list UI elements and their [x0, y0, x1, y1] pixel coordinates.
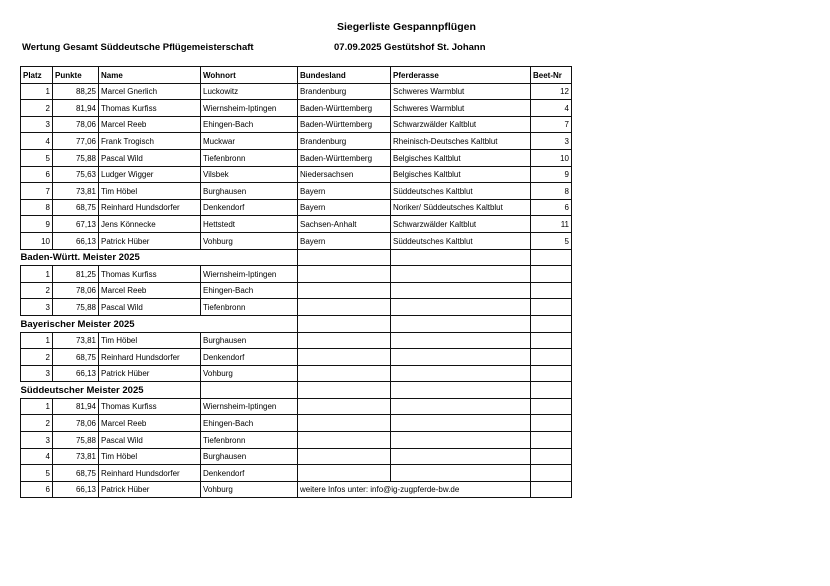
- empty-cell: [531, 398, 572, 415]
- punkte-cell: 67,13: [53, 216, 99, 233]
- date-location: 07.09.2025 Gestütshof St. Johann: [334, 42, 486, 53]
- punkte-cell: 73,81: [53, 332, 99, 349]
- name-cell: Thomas Kurfiss: [99, 398, 201, 415]
- bundesland-cell: Bayern: [298, 199, 391, 216]
- empty-cell: [298, 282, 391, 299]
- empty-cell: [298, 249, 391, 266]
- name-cell: Tim Höbel: [99, 448, 201, 465]
- column-header-bundesland: Bundesland: [298, 67, 391, 84]
- empty-cell: [531, 382, 572, 399]
- bundesland-cell: Niedersachsen: [298, 166, 391, 183]
- empty-cell: [298, 266, 391, 283]
- wohnort-cell: Ehingen-Bach: [201, 415, 298, 432]
- name-cell: Marcel Reeb: [99, 415, 201, 432]
- column-header-beet-nr: Beet-Nr: [531, 67, 572, 84]
- platz-cell: 3: [21, 116, 53, 133]
- section-title: Süddeutscher Meister 2025: [21, 382, 201, 399]
- name-cell: Jens Könnecke: [99, 216, 201, 233]
- wohnort-cell: Muckwar: [201, 133, 298, 150]
- punkte-cell: 66,13: [53, 232, 99, 249]
- bundesland-cell: Bayern: [298, 232, 391, 249]
- pferderasse-cell: Süddeutsches Kaltblut: [391, 232, 531, 249]
- table-row: [21, 415, 572, 432]
- platz-cell: 5: [21, 465, 53, 482]
- table-row: [21, 149, 572, 166]
- wohnort-cell: Wiernsheim-Iptingen: [201, 398, 298, 415]
- table-row: [21, 116, 572, 133]
- empty-cell: [531, 481, 572, 498]
- platz-cell: 4: [21, 448, 53, 465]
- table-row: [21, 166, 572, 183]
- wohnort-cell: Ehingen-Bach: [201, 282, 298, 299]
- wohnort-cell: Tiefenbronn: [201, 149, 298, 166]
- bundesland-cell: Brandenburg: [298, 83, 391, 100]
- punkte-cell: 81,25: [53, 266, 99, 283]
- empty-cell: [531, 448, 572, 465]
- punkte-cell: 75,88: [53, 299, 99, 316]
- empty-cell: [391, 365, 531, 382]
- empty-cell: [298, 382, 391, 399]
- beet-nr-cell: 7: [531, 116, 572, 133]
- document-title: Siegerliste Gespannpflügen: [337, 21, 476, 33]
- empty-cell: [391, 266, 531, 283]
- table-row: [21, 481, 572, 498]
- wohnort-cell: Hettstedt: [201, 216, 298, 233]
- platz-cell: 2: [21, 349, 53, 366]
- empty-cell: [298, 465, 391, 482]
- section-title: Baden-Württ. Meister 2025: [21, 249, 298, 266]
- competition-subtitle: Wertung Gesamt Süddeutsche Pflügemeisterschaft: [22, 42, 254, 53]
- pferderasse-cell: Schwarzwälder Kaltblut: [391, 116, 531, 133]
- name-cell: Patrick Hüber: [99, 232, 201, 249]
- results-table: [20, 66, 572, 498]
- punkte-cell: 81,94: [53, 100, 99, 117]
- name-cell: Reinhard Hundsdorfer: [99, 199, 201, 216]
- bundesland-cell: Baden-Württemberg: [298, 149, 391, 166]
- wohnort-cell: Vohburg: [201, 365, 298, 382]
- empty-cell: [391, 315, 531, 332]
- section-title: Bayerischer Meister 2025: [21, 315, 298, 332]
- wohnort-cell: Denkendorf: [201, 465, 298, 482]
- table-row: [21, 183, 572, 200]
- empty-cell: [531, 299, 572, 316]
- table-row: [21, 133, 572, 150]
- name-cell: Reinhard Hundsdorfer: [99, 465, 201, 482]
- pferderasse-cell: Rheinisch-Deutsches Kaltblut: [391, 133, 531, 150]
- platz-cell: 3: [21, 432, 53, 449]
- punkte-cell: 75,63: [53, 166, 99, 183]
- table-row: [21, 349, 572, 366]
- empty-cell: [298, 432, 391, 449]
- platz-cell: 5: [21, 149, 53, 166]
- pferderasse-cell: Schweres Warmblut: [391, 83, 531, 100]
- punkte-cell: 68,75: [53, 199, 99, 216]
- table-header-row: [21, 67, 572, 84]
- wohnort-cell: Burghausen: [201, 332, 298, 349]
- empty-cell: [391, 415, 531, 432]
- pferderasse-cell: Noriker/ Süddeutsches Kaltblut: [391, 199, 531, 216]
- empty-cell: [298, 398, 391, 415]
- beet-nr-cell: 6: [531, 199, 572, 216]
- wohnort-cell: Tiefenbronn: [201, 299, 298, 316]
- beet-nr-cell: 9: [531, 166, 572, 183]
- name-cell: Thomas Kurfiss: [99, 100, 201, 117]
- table-row: [21, 282, 572, 299]
- wohnort-cell: Burghausen: [201, 183, 298, 200]
- table-row: [21, 266, 572, 283]
- name-cell: Marcel Gnerlich: [99, 83, 201, 100]
- empty-cell: [391, 465, 531, 482]
- wohnort-cell: Denkendorf: [201, 199, 298, 216]
- pferderasse-cell: Schweres Warmblut: [391, 100, 531, 117]
- wohnort-cell: Denkendorf: [201, 349, 298, 366]
- wohnort-cell: Vilsbek: [201, 166, 298, 183]
- bundesland-cell: Bayern: [298, 183, 391, 200]
- punkte-cell: 68,75: [53, 349, 99, 366]
- bundesland-cell: Baden-Württemberg: [298, 116, 391, 133]
- column-header-punkte: Punkte: [53, 67, 99, 84]
- name-cell: Thomas Kurfiss: [99, 266, 201, 283]
- pferderasse-cell: Belgisches Kaltblut: [391, 166, 531, 183]
- pferderasse-cell: Belgisches Kaltblut: [391, 149, 531, 166]
- beet-nr-cell: 8: [531, 183, 572, 200]
- platz-cell: 7: [21, 183, 53, 200]
- punkte-cell: 68,75: [53, 465, 99, 482]
- section-header-row: [21, 382, 572, 399]
- platz-cell: 1: [21, 398, 53, 415]
- name-cell: Ludger Wigger: [99, 166, 201, 183]
- empty-cell: [531, 349, 572, 366]
- table-row: [21, 216, 572, 233]
- empty-cell: [391, 448, 531, 465]
- platz-cell: 6: [21, 166, 53, 183]
- empty-cell: [391, 398, 531, 415]
- pferderasse-cell: Süddeutsches Kaltblut: [391, 183, 531, 200]
- empty-cell: [391, 299, 531, 316]
- name-cell: Pascal Wild: [99, 149, 201, 166]
- empty-cell: [298, 299, 391, 316]
- table-row: [21, 332, 572, 349]
- bundesland-cell: Baden-Württemberg: [298, 100, 391, 117]
- wohnort-cell: Tiefenbronn: [201, 432, 298, 449]
- empty-cell: [531, 266, 572, 283]
- wohnort-cell: Burghausen: [201, 448, 298, 465]
- name-cell: Patrick Hüber: [99, 365, 201, 382]
- empty-cell: [298, 315, 391, 332]
- empty-cell: [531, 465, 572, 482]
- platz-cell: 6: [21, 481, 53, 498]
- footer-info: weitere Infos unter: info@ig-zugpferde-bw.de: [298, 481, 531, 498]
- platz-cell: 9: [21, 216, 53, 233]
- beet-nr-cell: 10: [531, 149, 572, 166]
- table-row: [21, 100, 572, 117]
- punkte-cell: 66,13: [53, 481, 99, 498]
- section-header-row: [21, 249, 572, 266]
- empty-cell: [531, 249, 572, 266]
- wohnort-cell: Ehingen-Bach: [201, 116, 298, 133]
- wohnort-cell: Wiernsheim-Iptingen: [201, 100, 298, 117]
- empty-cell: [298, 448, 391, 465]
- platz-cell: 1: [21, 83, 53, 100]
- platz-cell: 1: [21, 266, 53, 283]
- empty-cell: [298, 415, 391, 432]
- wohnort-cell: Vohburg: [201, 232, 298, 249]
- punkte-cell: 77,06: [53, 133, 99, 150]
- punkte-cell: 78,06: [53, 116, 99, 133]
- table-row: [21, 299, 572, 316]
- name-cell: Frank Trogisch: [99, 133, 201, 150]
- column-header-wohnort: Wohnort: [201, 67, 298, 84]
- table-row: [21, 465, 572, 482]
- punkte-cell: 73,81: [53, 183, 99, 200]
- platz-cell: 1: [21, 332, 53, 349]
- table-row: [21, 365, 572, 382]
- wohnort-cell: Luckowitz: [201, 83, 298, 100]
- platz-cell: 2: [21, 415, 53, 432]
- beet-nr-cell: 3: [531, 133, 572, 150]
- table-row: [21, 448, 572, 465]
- empty-cell: [298, 349, 391, 366]
- empty-cell: [531, 432, 572, 449]
- empty-cell: [391, 432, 531, 449]
- punkte-cell: 78,06: [53, 415, 99, 432]
- wohnort-cell: Wiernsheim-Iptingen: [201, 266, 298, 283]
- bundesland-cell: Brandenburg: [298, 133, 391, 150]
- beet-nr-cell: 11: [531, 216, 572, 233]
- table-row: [21, 199, 572, 216]
- empty-cell: [531, 415, 572, 432]
- beet-nr-cell: 4: [531, 100, 572, 117]
- column-header-name: Name: [99, 67, 201, 84]
- name-cell: Reinhard Hundsdorfer: [99, 349, 201, 366]
- section-header-row: [21, 315, 572, 332]
- platz-cell: 3: [21, 299, 53, 316]
- name-cell: Marcel Reeb: [99, 116, 201, 133]
- name-cell: Marcel Reeb: [99, 282, 201, 299]
- platz-cell: 2: [21, 282, 53, 299]
- pferderasse-cell: Schwarzwälder Kaltblut: [391, 216, 531, 233]
- table-row: [21, 232, 572, 249]
- table-row: [21, 83, 572, 100]
- bundesland-cell: Sachsen-Anhalt: [298, 216, 391, 233]
- empty-cell: [531, 315, 572, 332]
- punkte-cell: 73,81: [53, 448, 99, 465]
- platz-cell: 2: [21, 100, 53, 117]
- platz-cell: 3: [21, 365, 53, 382]
- wohnort-cell: Vohburg: [201, 481, 298, 498]
- empty-cell: [391, 249, 531, 266]
- punkte-cell: 81,94: [53, 398, 99, 415]
- punkte-cell: 75,88: [53, 149, 99, 166]
- empty-cell: [201, 382, 298, 399]
- name-cell: Tim Höbel: [99, 183, 201, 200]
- empty-cell: [531, 282, 572, 299]
- beet-nr-cell: 5: [531, 232, 572, 249]
- punkte-cell: 75,88: [53, 432, 99, 449]
- beet-nr-cell: 12: [531, 83, 572, 100]
- punkte-cell: 88,25: [53, 83, 99, 100]
- platz-cell: 8: [21, 199, 53, 216]
- table-row: [21, 398, 572, 415]
- name-cell: Patrick Hüber: [99, 481, 201, 498]
- empty-cell: [391, 382, 531, 399]
- name-cell: Pascal Wild: [99, 299, 201, 316]
- empty-cell: [298, 365, 391, 382]
- empty-cell: [391, 349, 531, 366]
- empty-cell: [531, 365, 572, 382]
- column-header-pferderasse: Pferderasse: [391, 67, 531, 84]
- platz-cell: 4: [21, 133, 53, 150]
- column-header-platz: Platz: [21, 67, 53, 84]
- name-cell: Pascal Wild: [99, 432, 201, 449]
- empty-cell: [391, 282, 531, 299]
- empty-cell: [531, 332, 572, 349]
- name-cell: Tim Höbel: [99, 332, 201, 349]
- punkte-cell: 66,13: [53, 365, 99, 382]
- empty-cell: [391, 332, 531, 349]
- platz-cell: 10: [21, 232, 53, 249]
- empty-cell: [298, 332, 391, 349]
- punkte-cell: 78,06: [53, 282, 99, 299]
- table-row: [21, 432, 572, 449]
